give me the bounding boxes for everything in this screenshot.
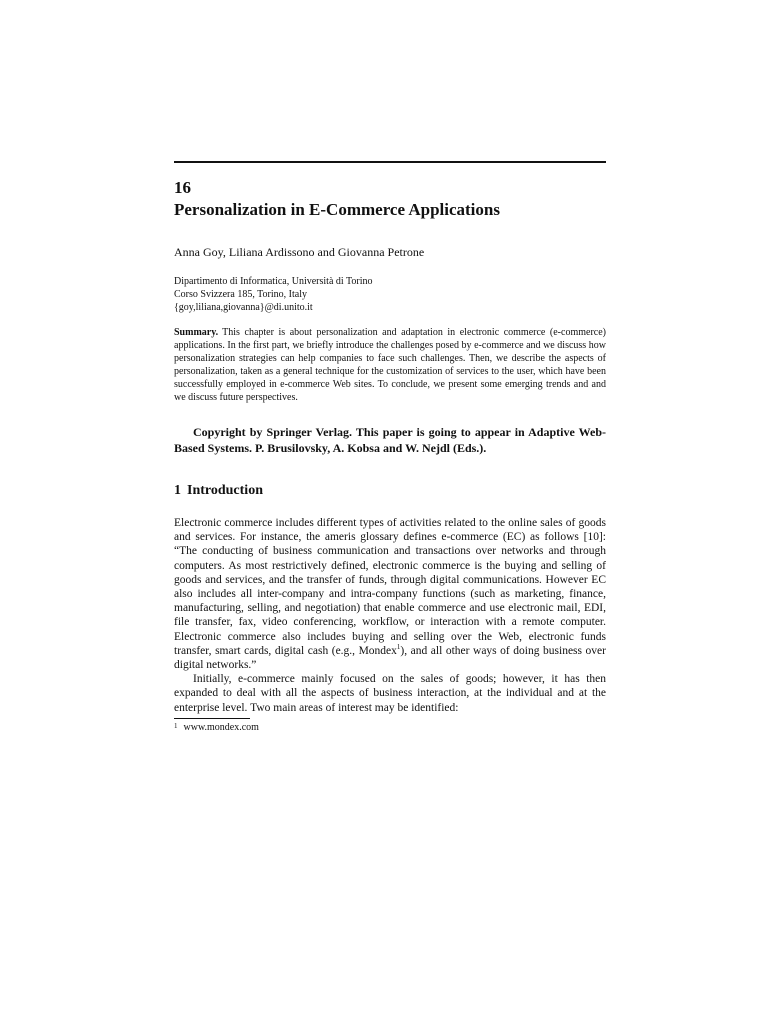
top-rule xyxy=(174,161,606,163)
summary-label: Summary. xyxy=(174,327,219,338)
footnote-rule xyxy=(174,718,250,719)
authors: Anna Goy, Liliana Ardissono and Giovanna Petrone xyxy=(174,245,425,259)
section-number: 1 xyxy=(174,483,181,498)
chapter-number: 16 xyxy=(174,178,191,197)
footnote-text: www.mondex.com xyxy=(183,721,259,733)
summary-text: This chapter is about personalization and adaptation in electronic commerce (e-commerce) applications. In the first part, we briefly introduce the challenges posed by e-commerce and we discuss how personalization strategies can help companies to face such challenges. Then, we describe the aspects of personalization, taken as a general technique for the customization of services to the user, which have been successfully employed in e-commerce Web sites. To conclude, we present some emerging trends and and we discuss future perspectives. xyxy=(174,327,606,403)
copyright-notice: Copyright by Springer Verlag. This paper is going to appear in Adaptive Web-Based Systems. P. Brusilovsky, A. Kobsa and W. Nejdl (Eds.). xyxy=(174,425,606,455)
affiliation-address: Corso Svizzera 185, Torino, Italy xyxy=(174,289,307,300)
affiliation-email: {goy,liliana,giovanna}@di.unito.it xyxy=(174,302,313,313)
footnote-reference: 1 xyxy=(396,643,401,651)
paragraph-1-text-end: ), and all other ways of doing business over digital networks.” xyxy=(174,644,606,672)
footnote-mark: 1 xyxy=(174,721,178,730)
paper-page xyxy=(174,161,606,734)
paragraph-1 xyxy=(174,516,606,672)
footnote xyxy=(174,721,606,734)
affiliation xyxy=(174,275,606,314)
paragraph-1-text: Electronic commerce includes different types of activities related to the online sales of goods and services. For instance, the ameris glossary defines e-commerce (EC) as follows [10]: “The conducting of business communication and transactions over networks and through computers. As most restrictively defined, electronic commerce is the buying and selling of goods and services, and the transfer of funds, through digital communications. However EC also includes all inter-company and intra-company functions (such as marketing, finance, manufacturing, selling, and negotiation) that enable commerce and use electronic mail, EDI, file transfer, fax, video conferencing, workflow, or interaction with a remote computer. Electronic commerce also includes buying and selling over the Web, electronic funds transfer, smart cards, digital cash (e.g., Mondex xyxy=(174,517,606,657)
chapter-title: Personalization in E-Commerce Applications xyxy=(174,200,500,219)
paragraph-2: Initially, e-commerce mainly focused on the sales of goods; however, it has then expanded to deal with all the aspects of business interaction, at the individual and at the enterprise level. Two main areas of interest may be identified: xyxy=(174,673,606,714)
summary xyxy=(174,326,606,404)
affiliation-department: Dipartimento di Informatica, Università di Torino xyxy=(174,276,373,287)
section-heading xyxy=(174,482,606,500)
section-title: Introduction xyxy=(187,483,263,498)
